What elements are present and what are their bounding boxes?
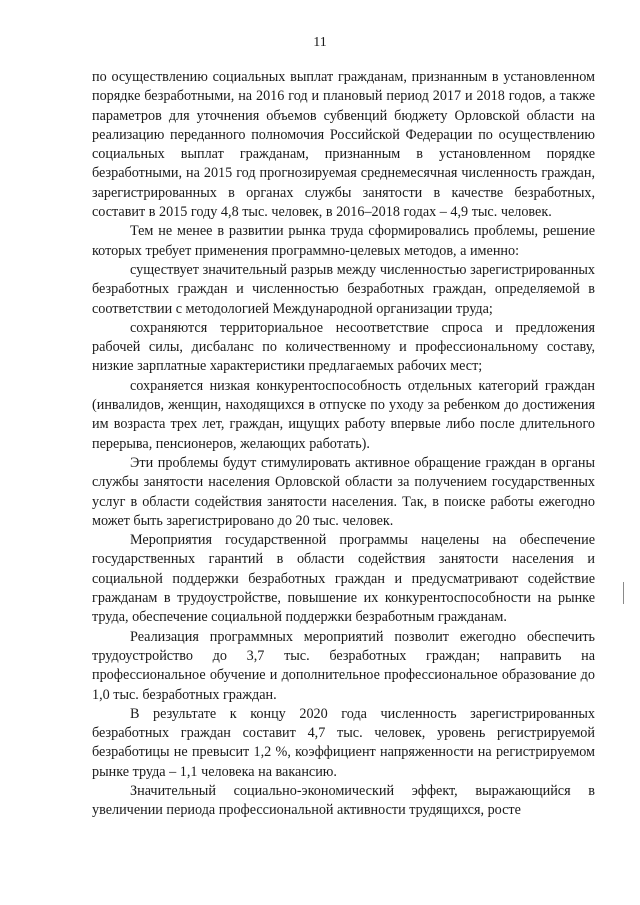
paragraph-4: сохраняются территориальное несоответствие спроса и предложения рабочей силы, дисбаланс по количественному и профессиональному составу, низкие зарплатные характеристики предлагаемых рабочих мест; (92, 319, 595, 375)
paragraph-8: Реализация программных мероприятий позволит ежегодно обеспечить трудоустройство до 3,7 тыс. безработных граждан; направить на профессиональное обучение и дополнительное профессиональное образование до 1,0 тыс. безработных граждан. (92, 628, 595, 703)
paragraph-10: Значительный социально-экономический эффект, выражающийся в увеличении периода профессиональной активности трудящихся, росте (92, 782, 595, 819)
body-text (92, 68, 595, 821)
paragraph-7: Мероприятия государственной программы нацелены на обеспечение государственных гарантий в области содействия занятости населения и социальной поддержки безработных граждан и предусматривают содействие гражданам в трудоустройстве, повышение их конкурентоспособности на рынке труда, обеспечение социальной поддержки безработным гражданам. (92, 532, 595, 626)
paragraph-3: существует значительный разрыв между численностью зарегистрированных безработных граждан и численностью безработных граждан, определяемой в соответствии с методологией Международной организации труда; (92, 261, 595, 317)
paragraph-9: В результате к концу 2020 года численность зарегистрированных безработных граждан составит 4,7 тыс. человек, уровень регистрируемой безработицы не превысит 1,2 %, коэффициент напряженности на регистрируемом рынке труда – 1,1 человека на вакансию. (92, 705, 595, 780)
paragraph-6: Эти проблемы будут стимулировать активное обращение граждан в органы службы занятости населения Орловской области за получением государственных услуг в области содействия занятости населения. Так, в поиске работы ежегодно может быть зарегистрировано до 20 тыс. человек. (92, 454, 595, 529)
paragraph-5: сохраняется низкая конкурентоспособность отдельных категорий граждан (инвалидов, женщин, находящихся в отпуске по уходу за ребенком до достижения им возраста трех лет, граждан, ищущих работу впервые либо после длительного перерыва, пенсионеров, желающих работать). (92, 377, 595, 452)
scan-edge-mark (623, 582, 624, 604)
paragraph-1: по осуществлению социальных выплат гражданам, признанным в установленном порядке безработными, на 2016 год и плановый период 2017 и 2018 годов, а также параметров для уточнения объемов субвенций бюджету Орловской области на реализацию переданного полномочия Российской Федерации по осуществлению социальных выплат гражданам, признанным в установленном порядке безработными, на 2015 год прогнозируемая среднемесячная численность граждан, зарегистрированных в органах службы занятости в качестве безработных, составит в 2015 году 4,8 тыс. человек, в 2016–2018 годах – 4,9 тыс. человек. (92, 69, 595, 221)
page-number: 11 (313, 35, 327, 50)
paragraph-2: Тем не менее в развитии рынка труда сформировались проблемы, решение которых требует применения программно-целевых методов, а именно: (92, 223, 595, 259)
